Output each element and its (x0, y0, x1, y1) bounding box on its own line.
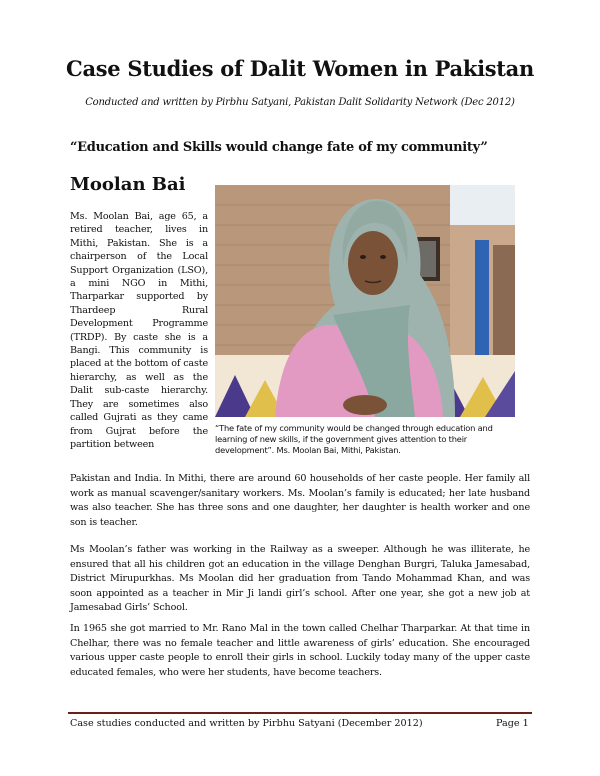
page-title: Case Studies of Dalit Women in Pakistan (66, 56, 534, 81)
paragraph-2-text: Ms Moolan’s father was working in the Railway as a sweeper. Although he was illiterate, he ensured that all his children got an education in the village Denghan Burgri, Taluka Jamesabad, District Mirupurkhas. Ms Moolan did her graduation from Tando Mohammad Khan, and was soon appointed as a teacher in Mir Ji landi girl’s school. After one year, she got a new job at Jamesabad Girls’ School. (70, 544, 530, 613)
photo-caption: “The fate of my community would be changed through education and learning of new skills, if the government gives attention to their development”. Ms. Moolan Bai, Mithi, Pakistan. (215, 423, 493, 456)
portrait-photo-illustration (215, 185, 515, 417)
paragraph-2 (70, 543, 530, 616)
person-name-heading: Moolan Bai (70, 174, 186, 195)
footer-divider (68, 712, 532, 714)
portrait-photo (215, 185, 515, 417)
paragraph-3-text: In 1965 she got married to Mr. Rano Mal in the town called Chelhar Tharparkar. At that time in Chelhar, there was no female teacher and little awareness of girls’ education. She encouraged various upper caste people to enroll their girls in school. Luckily today many of the upper caste educated females, who were her students, have become teachers. (70, 623, 530, 678)
intro-column-text: Ms. Moolan Bai, age 65, a retired teacher, lives in Mithi, Pakistan. She is a chairperson of the Local Support Organization (LSO), a mini NGO in Mithi, Tharparkar supported by Thardeep Rural Development Programme (TRDP). By caste she is a Bangi. This community is placed at the bottom of caste hierarchy, as well as the Dalit sub-caste hierarchy. They are sometimes also called Gujrati as they came from Gujrat before the partition between (70, 211, 208, 450)
section-quote-heading: “Education and Skills would change fate of my community” (70, 140, 488, 155)
page-number: Page 1 (496, 718, 529, 729)
paragraph-1 (70, 472, 530, 530)
paragraph-3 (70, 622, 530, 680)
paragraph-1-text: Pakistan and India. In Mithi, there are around 60 households of her caste people. Her family all work as manual scavenger/sanitary workers. Ms. Moolan’s family is educated; her late husband was also teacher. She has three sons and one daughter, her daughter is health worker and one son is teacher. (70, 473, 530, 528)
intro-column (70, 210, 208, 451)
footer-text: Case studies conducted and written by Pirbhu Satyani (December 2012) (70, 718, 423, 729)
page-subtitle: Conducted and written by Pirbhu Satyani, Pakistan Dalit Solidarity Network (Dec 2012) (85, 97, 515, 108)
